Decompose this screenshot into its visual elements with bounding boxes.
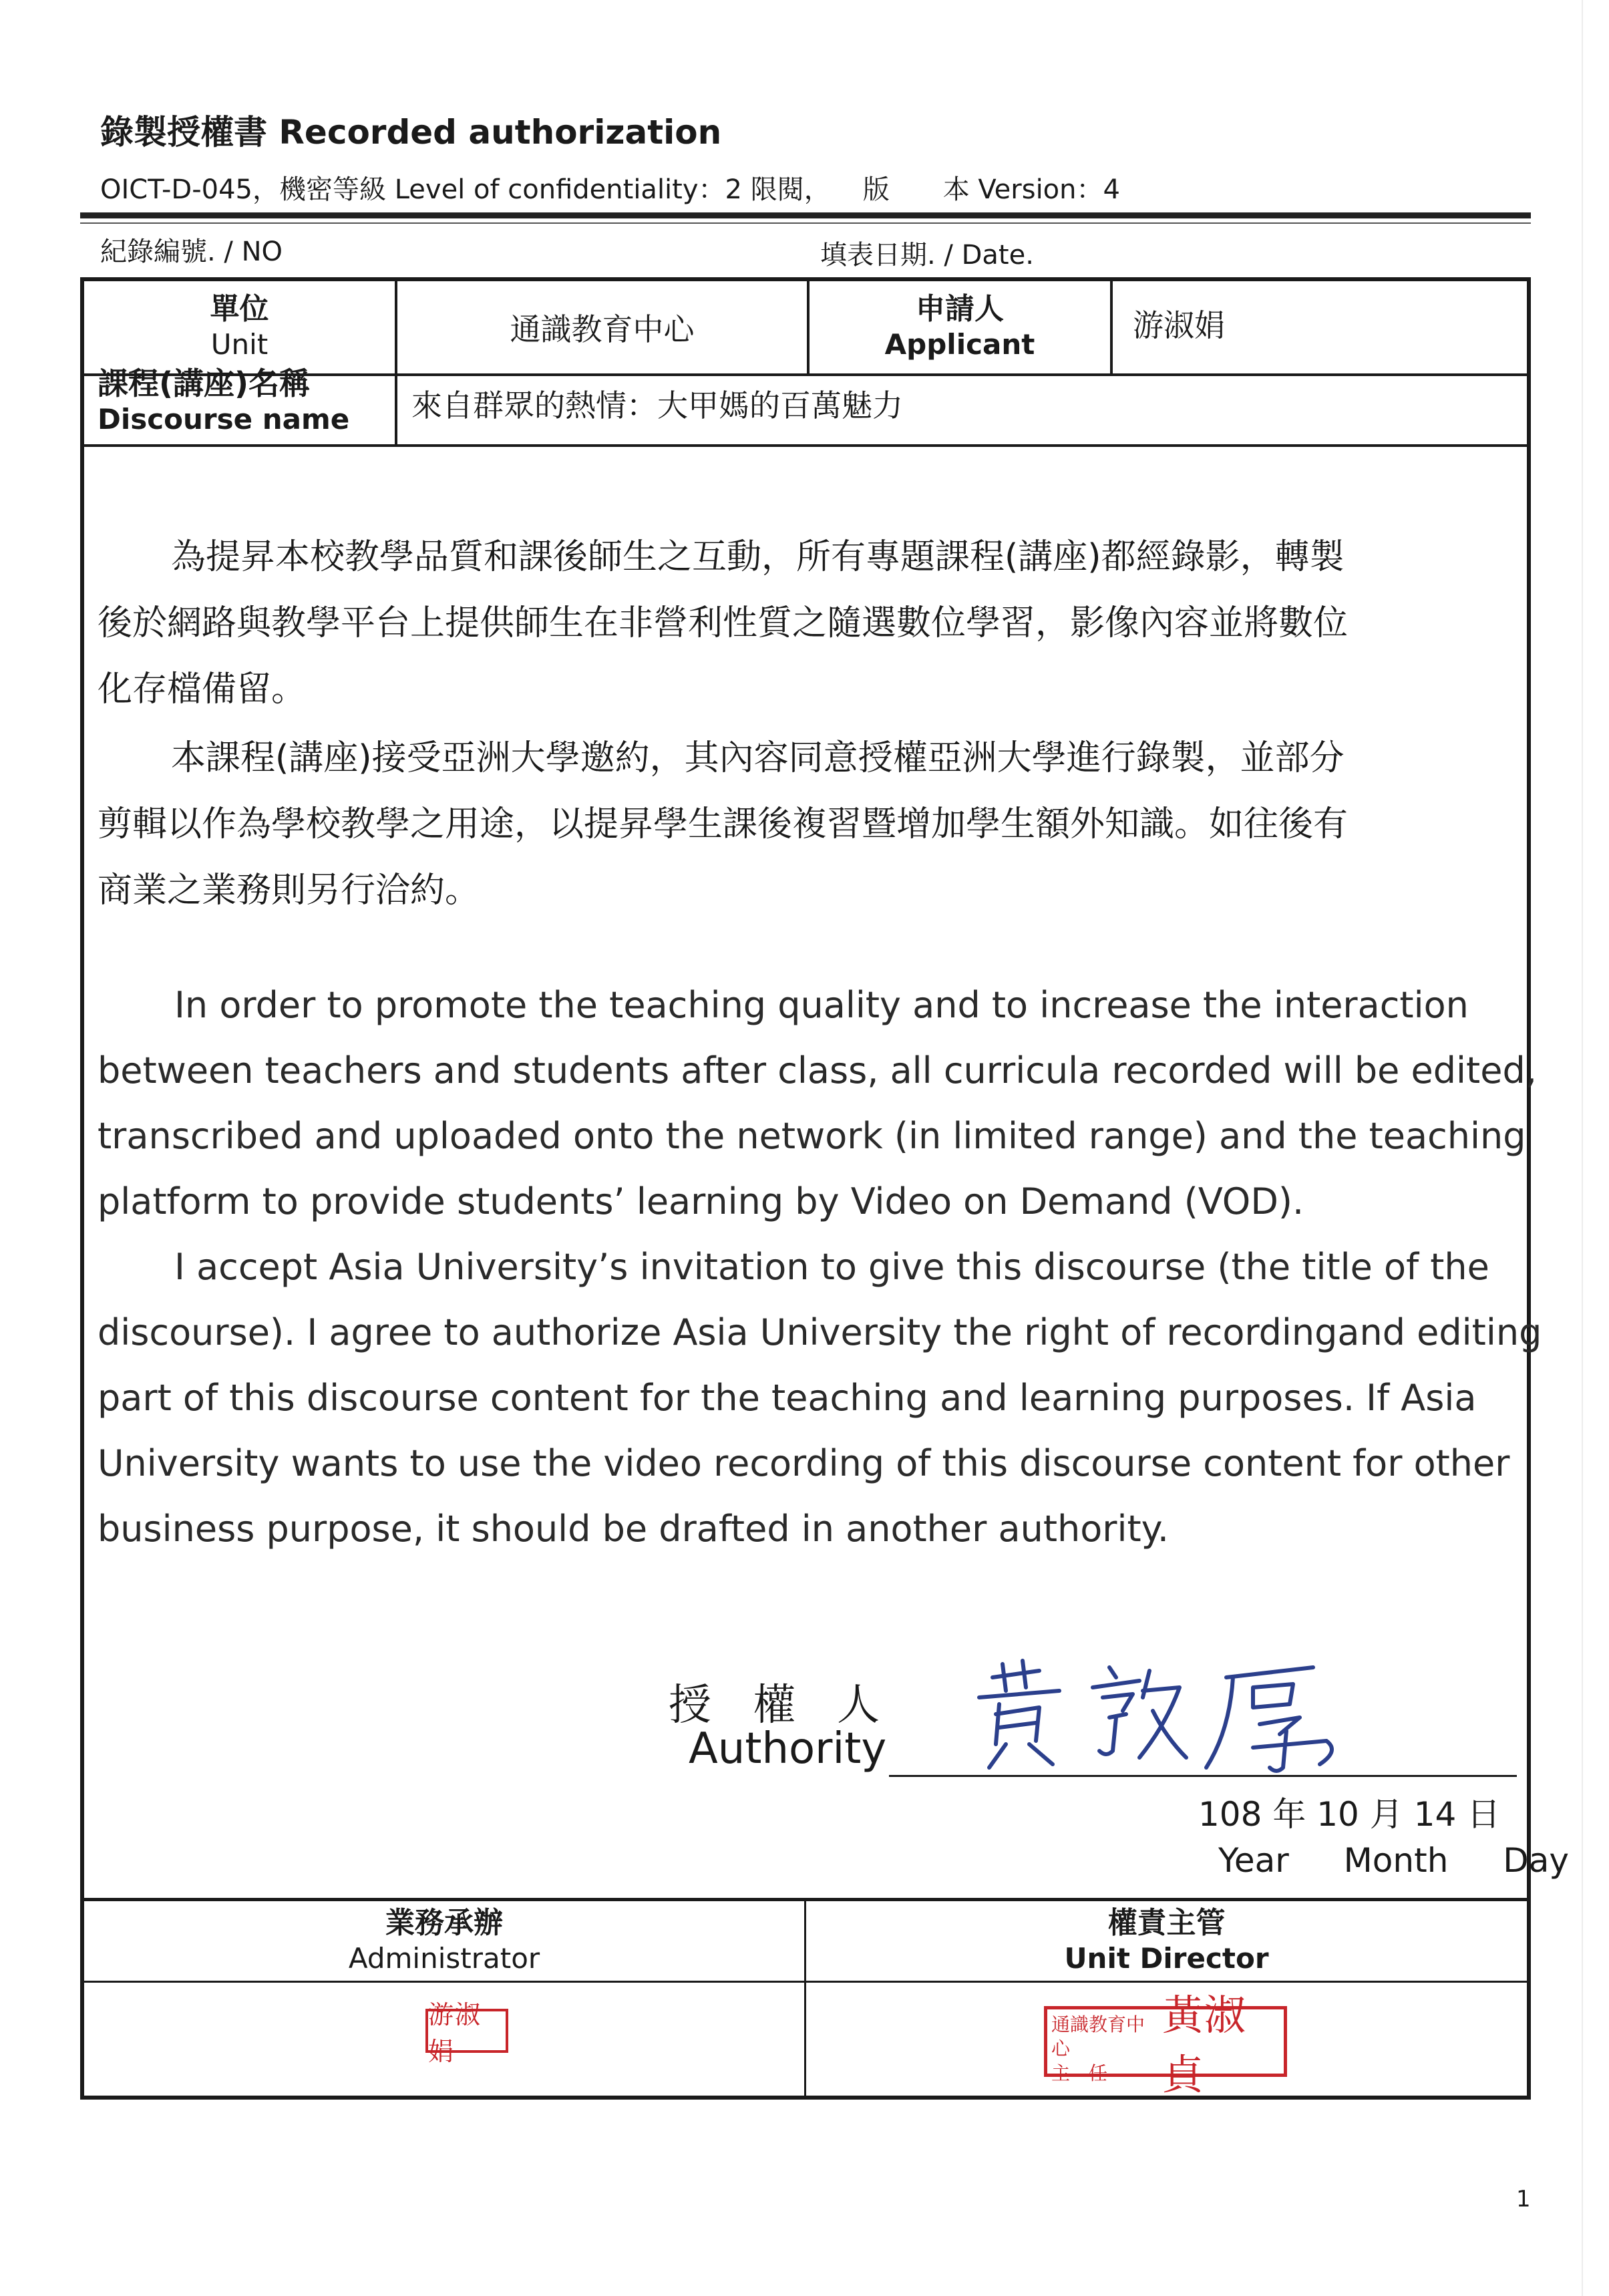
zh-p2-line-1: 本課程(講座)接受亞洲大學邀約，其內容同意授權亞洲大學進行錄製，並部分 <box>171 738 1345 778</box>
zh-p2-line-3: 商業之業務則另行洽約。 <box>98 870 480 911</box>
administrator-label-en: Administrator <box>348 1941 540 1975</box>
en-p2-line-5: business purpose, it should be drafted in another authority. <box>98 1508 1170 1550</box>
director-stamp <box>1044 1991 1287 2099</box>
document-code-line <box>100 168 1120 206</box>
applicant-label-cell <box>810 281 1110 373</box>
day-label: Day <box>1503 1841 1569 1880</box>
signing-year-zh: 年 <box>1272 1795 1306 1834</box>
en-p2-line-4: University wants to use the video recording of this discourse content for other <box>98 1442 1510 1484</box>
fill-date-label: 填表日期. / Date. <box>820 240 1034 271</box>
document-code: OICT-D-045，機密等級 Level of confidentiality：2 限閱， <box>100 174 831 205</box>
applicant-label-zh: 申請人 <box>916 292 1004 327</box>
administrator-label-zh: 業務承辦 <box>385 1905 503 1940</box>
document-title: 錄製授權書 Recorded authorization <box>100 113 722 152</box>
en-p1-line-4: platform to provide students’ learning by Video on Demand (VOD). <box>98 1180 1304 1222</box>
unit-label-cell <box>84 281 395 373</box>
header-rule-thick <box>80 212 1531 218</box>
director-label-zh: 權責主管 <box>1107 1905 1226 1940</box>
director-stamp-title-top: 通識教育中心 <box>1051 2013 1145 2060</box>
page-number: 1 <box>1516 2186 1531 2212</box>
signing-year: 108 <box>1198 1795 1262 1834</box>
signing-month-zh: 月 <box>1369 1795 1403 1834</box>
signing-day: 14 <box>1413 1795 1457 1834</box>
course-label-zh: 課程(講座)名稱 <box>98 365 311 401</box>
unit-label-zh: 單位 <box>210 292 269 327</box>
en-p1-line-3: transcribed and uploaded onto the network (in limited range) and the teaching <box>98 1115 1526 1157</box>
signing-day-zh: 日 <box>1467 1795 1501 1834</box>
month-label: Month <box>1343 1841 1449 1880</box>
course-label-en: Discourse name <box>98 403 350 436</box>
zh-paragraph-1 <box>98 524 1348 723</box>
signing-month: 10 <box>1316 1795 1359 1834</box>
header-rule-thin <box>80 222 1531 224</box>
authority-label-zh: 授權人 <box>669 1681 921 1730</box>
en-p2-line-2: discourse). I agree to authorize Asia University the right of recordingand editing <box>98 1311 1542 1353</box>
zh-p1-line-1: 為提昇本校教學品質和課後師生之互動，所有專題課程(講座)都經錄影，轉製 <box>171 537 1345 577</box>
en-paragraph-1 <box>98 973 1537 1235</box>
director-label-en: Unit Director <box>1064 1941 1269 1975</box>
administrator-label-cell <box>84 1901 804 1981</box>
director-label-cell <box>806 1901 1527 1981</box>
record-number-label: 紀錄編號. / NO <box>100 236 283 267</box>
course-label-cell <box>98 365 391 438</box>
handwritten-signature <box>966 1651 1380 1784</box>
applicant-label-en: Applicant <box>884 328 1035 361</box>
year-label: Year <box>1218 1841 1289 1880</box>
director-stamp-name: 黃淑貞 <box>1161 1991 1246 2099</box>
scan-edge-line <box>1582 0 1583 2296</box>
unit-label-en: Unit <box>210 328 269 361</box>
director-stamp-title-bottom: 主 任 <box>1051 2062 1108 2084</box>
administrator-stamp: 游淑娟 <box>425 2009 508 2053</box>
applicant-value: 游淑娟 <box>1133 307 1225 343</box>
en-p1-line-2: between teachers and students after class, all curricula recorded will be edited, <box>98 1049 1537 1092</box>
signing-date-en <box>1218 1841 1569 1880</box>
document-edition: 版 <box>862 174 890 205</box>
en-paragraph-2 <box>98 1235 1542 1562</box>
en-p1-line-1: In order to promote the teaching quality and to increase the interaction <box>174 984 1469 1026</box>
unit-value: 通識教育中心 <box>510 311 695 347</box>
col-divider-3 <box>1110 281 1113 373</box>
unit-value-cell <box>397 281 807 373</box>
row-divider-2 <box>84 444 1527 447</box>
zh-p1-line-3: 化存檔備留。 <box>98 669 307 709</box>
authority-label-en: Authority <box>689 1724 887 1774</box>
zh-paragraph-2 <box>98 725 1348 924</box>
form-frame <box>80 277 1569 2100</box>
zh-p2-line-2: 剪輯以作為學校教學之用途，以提昇學生課後複習暨增加學生額外知識。如往後有 <box>98 804 1349 844</box>
signing-date <box>1198 1788 1500 1836</box>
en-p2-line-3: part of this discourse content for the teaching and learning purposes. If Asia <box>98 1377 1477 1419</box>
en-p2-line-1: I accept Asia University’s invitation to give this discourse (the title of the <box>174 1246 1489 1288</box>
document-version: 本 Version：4 <box>942 174 1120 205</box>
zh-p1-line-2: 後於網路與教學平台上提供師生在非營利性質之隨選數位學習，影像內容並將數位 <box>98 603 1349 643</box>
course-value: 來自群眾的熱情：大甲媽的百萬魅力 <box>411 387 903 424</box>
